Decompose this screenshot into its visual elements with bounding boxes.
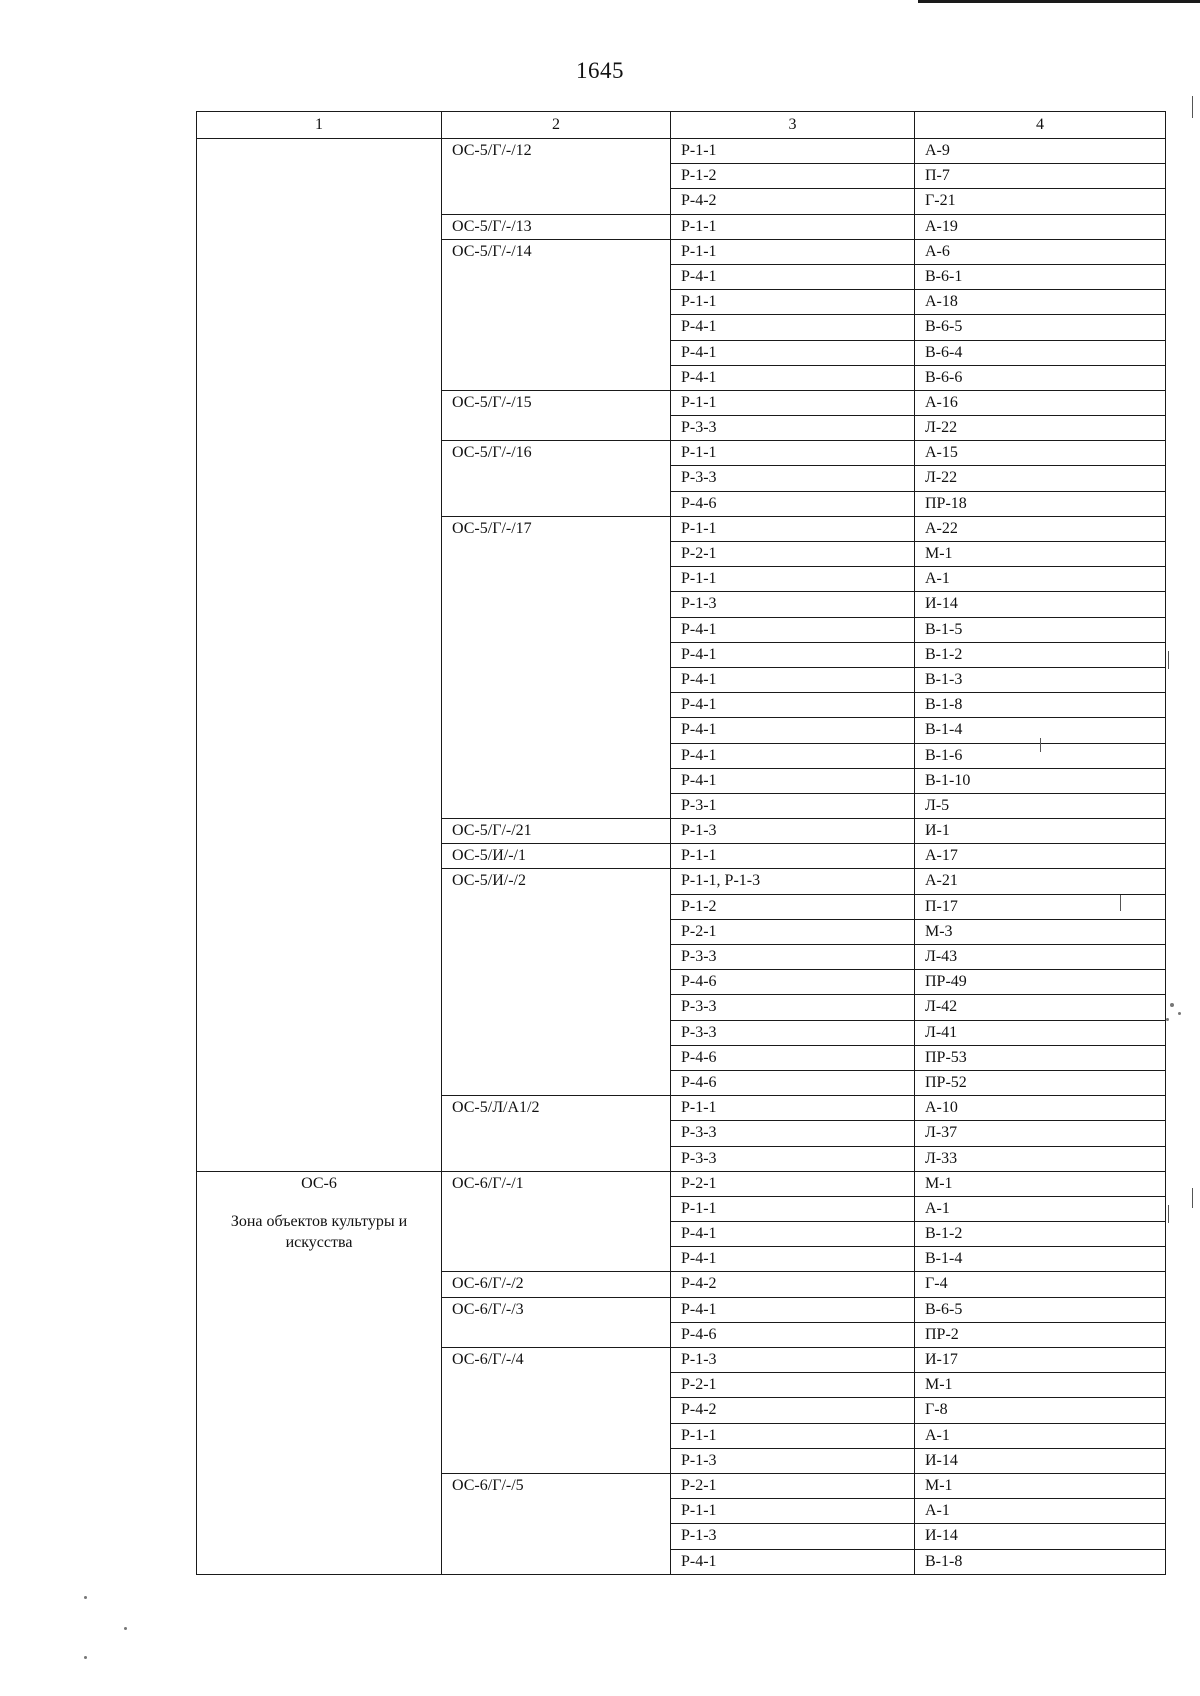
zone-name: Зона объектов культуры и искусства [230,1212,408,1251]
object-code-cell: А-1 [915,1196,1166,1221]
object-code-cell: А-22 [915,516,1166,541]
object-code-cell: ПР-52 [915,1070,1166,1095]
regulation-code-cell: Р-1-1 [671,844,915,869]
object-code-cell: Л-22 [915,416,1166,441]
object-code-cell: Л-22 [915,466,1166,491]
regulation-code-cell: Р-2-1 [671,1473,915,1498]
scan-speck [1170,1003,1174,1007]
regulation-code-cell: Р-1-1 [671,441,915,466]
object-code-cell: В-1-2 [915,642,1166,667]
regulation-code-cell: Р-1-1 [671,567,915,592]
regulation-code-cell: Р-1-2 [671,164,915,189]
object-code-cell: В-1-5 [915,617,1166,642]
object-code-cell: Г-21 [915,189,1166,214]
subzone-code-cell: ОС-6/Г/-/5 [442,1473,671,1574]
object-code-cell: А-6 [915,239,1166,264]
table-row [197,1171,1166,1196]
subzone-code-cell: ОС-6/Г/-/2 [442,1272,671,1297]
object-code-cell: А-18 [915,290,1166,315]
object-code-cell: М-3 [915,919,1166,944]
regulation-code-cell: Р-4-1 [671,315,915,340]
page-number: 1645 [576,58,624,83]
object-code-cell: М-1 [915,1373,1166,1398]
object-code-cell: ПР-2 [915,1322,1166,1347]
object-code-cell: И-17 [915,1348,1166,1373]
regulation-code-cell: Р-4-1 [671,617,915,642]
subzone-code-cell: ОС-6/Г/-/3 [442,1297,671,1347]
regulation-code-cell: Р-4-1 [671,768,915,793]
regulation-code-cell: Р-2-1 [671,1171,915,1196]
object-code-cell: М-1 [915,1171,1166,1196]
object-code-cell: Л-41 [915,1020,1166,1045]
regulation-code-cell: Р-3-3 [671,1121,915,1146]
regulation-code-cell: Р-1-3 [671,819,915,844]
regulation-code-cell: Р-1-3 [671,592,915,617]
object-code-cell: А-10 [915,1096,1166,1121]
object-code-cell: ПР-18 [915,491,1166,516]
top-border-rule [918,0,1200,3]
scan-mark [1168,651,1169,669]
zone-cell-continued [197,139,442,1172]
regulation-code-cell: Р-4-2 [671,189,915,214]
regulation-code-cell: Р-3-3 [671,945,915,970]
scan-speck [84,1596,87,1599]
table-body [197,112,1166,1575]
object-code-cell: ПР-49 [915,970,1166,995]
header-col-3: 3 [671,112,915,139]
regulation-code-cell: Р-1-2 [671,894,915,919]
object-code-cell: И-14 [915,1448,1166,1473]
subzone-code-cell: ОС-5/И/-/1 [442,844,671,869]
object-code-cell: В-1-6 [915,743,1166,768]
object-code-cell: Л-42 [915,995,1166,1020]
regulation-code-cell: Р-4-1 [671,1247,915,1272]
object-code-cell: И-1 [915,819,1166,844]
regulation-code-cell: Р-1-1 [671,290,915,315]
object-code-cell: М-1 [915,1473,1166,1498]
table-row [197,139,1166,164]
table-header-row [197,112,1166,139]
regulation-code-cell: Р-4-6 [671,970,915,995]
regulation-code-cell: Р-1-3 [671,1348,915,1373]
scan-mark [1120,895,1121,911]
object-code-cell: А-19 [915,214,1166,239]
object-code-cell: П-7 [915,164,1166,189]
regulation-code-cell: Р-2-1 [671,919,915,944]
regulation-code-cell: Р-4-2 [671,1398,915,1423]
regulation-code-cell: Р-4-1 [671,667,915,692]
regulation-code-cell: Р-4-1 [671,264,915,289]
object-code-cell: Г-8 [915,1398,1166,1423]
subzone-code-cell: ОС-5/Г/-/15 [442,390,671,440]
regulation-code-cell: Р-1-1 [671,1196,915,1221]
regulation-code-cell: Р-1-1 [671,390,915,415]
regulation-code-cell: Р-1-1 [671,139,915,164]
scan-mark [1168,1205,1169,1223]
regulation-code-cell: Р-4-1 [671,718,915,743]
subzone-code-cell: ОС-5/Г/-/13 [442,214,671,239]
object-code-cell: В-6-1 [915,264,1166,289]
object-code-cell: И-14 [915,1524,1166,1549]
object-code-cell: В-1-10 [915,768,1166,793]
regulation-code-cell: Р-4-2 [671,1272,915,1297]
regulation-code-cell: Р-1-3 [671,1448,915,1473]
object-code-cell: А-1 [915,567,1166,592]
regulation-code-cell: Р-1-1 [671,239,915,264]
scan-speck [1166,1018,1169,1021]
regulation-code-cell: Р-4-1 [671,365,915,390]
regulation-code-cell: Р-4-1 [671,1222,915,1247]
object-code-cell: А-15 [915,441,1166,466]
subzone-code-cell: ОС-5/Г/-/17 [442,516,671,818]
object-code-cell: ПР-53 [915,1045,1166,1070]
regulation-code-cell: Р-1-1 [671,1096,915,1121]
regulation-code-cell: Р-3-3 [671,466,915,491]
object-code-cell: В-1-2 [915,1222,1166,1247]
scan-mark [1192,96,1193,118]
scan-speck [1178,1012,1181,1015]
regulation-code-cell: Р-1-1 [671,516,915,541]
subzone-code-cell: ОС-5/Г/-/16 [442,441,671,517]
object-code-cell: Л-43 [915,945,1166,970]
subzone-code-cell: ОС-5/Г/-/12 [442,139,671,215]
regulation-code-cell: Р-4-1 [671,693,915,718]
object-code-cell: М-1 [915,542,1166,567]
subzone-code-cell: ОС-5/Л/А1/2 [442,1096,671,1172]
regulation-code-cell: Р-1-1 [671,214,915,239]
zone-cell-os6 [197,1171,442,1574]
zoning-table [196,111,1166,1575]
regulation-code-cell: Р-4-6 [671,1322,915,1347]
header-col-4: 4 [915,112,1166,139]
regulation-code-cell: Р-4-1 [671,743,915,768]
object-code-cell: И-14 [915,592,1166,617]
object-code-cell: В-6-6 [915,365,1166,390]
subzone-code-cell: ОС-5/Г/-/21 [442,819,671,844]
object-code-cell: В-6-4 [915,340,1166,365]
regulation-code-cell: Р-4-1 [671,340,915,365]
regulation-code-cell: Р-3-3 [671,995,915,1020]
subzone-code-cell: ОС-5/И/-/2 [442,869,671,1096]
regulation-code-cell: Р-1-1 [671,1499,915,1524]
regulation-code-cell: Р-1-1 [671,1423,915,1448]
object-code-cell: В-1-4 [915,1247,1166,1272]
object-code-cell: В-1-3 [915,667,1166,692]
regulation-code-cell: Р-3-3 [671,416,915,441]
scan-mark [1192,1188,1193,1208]
regulation-code-cell: Р-2-1 [671,1373,915,1398]
regulation-code-cell: Р-1-3 [671,1524,915,1549]
regulation-code-cell: Р-4-1 [671,1549,915,1574]
regulation-code-cell: Р-3-3 [671,1146,915,1171]
scan-mark [1040,738,1041,752]
subzone-code-cell: ОС-6/Г/-/1 [442,1171,671,1272]
header-col-2: 2 [442,112,671,139]
object-code-cell: А-17 [915,844,1166,869]
subzone-code-cell: ОС-5/Г/-/14 [442,239,671,390]
object-code-cell: Л-5 [915,793,1166,818]
object-code-cell: В-1-4 [915,718,1166,743]
regulation-code-cell: Р-4-6 [671,491,915,516]
regulation-code-cell: Р-4-6 [671,1070,915,1095]
header-col-1: 1 [197,112,442,139]
scan-speck [84,1656,87,1659]
object-code-cell: А-16 [915,390,1166,415]
object-code-cell: В-1-8 [915,693,1166,718]
zone-code: ОС-6 [301,1174,337,1192]
subzone-code-cell: ОС-6/Г/-/4 [442,1348,671,1474]
regulation-code-cell: Р-2-1 [671,542,915,567]
regulation-code-cell: Р-4-1 [671,642,915,667]
object-code-cell: А-1 [915,1499,1166,1524]
object-code-cell: А-9 [915,139,1166,164]
regulation-code-cell: Р-3-1 [671,793,915,818]
object-code-cell: П-17 [915,894,1166,919]
regulation-code-cell: Р-4-1 [671,1297,915,1322]
object-code-cell: В-6-5 [915,1297,1166,1322]
object-code-cell: В-1-8 [915,1549,1166,1574]
regulation-code-cell: Р-1-1, Р-1-3 [671,869,915,894]
object-code-cell: Л-37 [915,1121,1166,1146]
object-code-cell: А-1 [915,1423,1166,1448]
object-code-cell: Г-4 [915,1272,1166,1297]
object-code-cell: А-21 [915,869,1166,894]
scan-speck [124,1627,127,1630]
regulation-code-cell: Р-4-6 [671,1045,915,1070]
object-code-cell: В-6-5 [915,315,1166,340]
object-code-cell: Л-33 [915,1146,1166,1171]
regulation-code-cell: Р-3-3 [671,1020,915,1045]
